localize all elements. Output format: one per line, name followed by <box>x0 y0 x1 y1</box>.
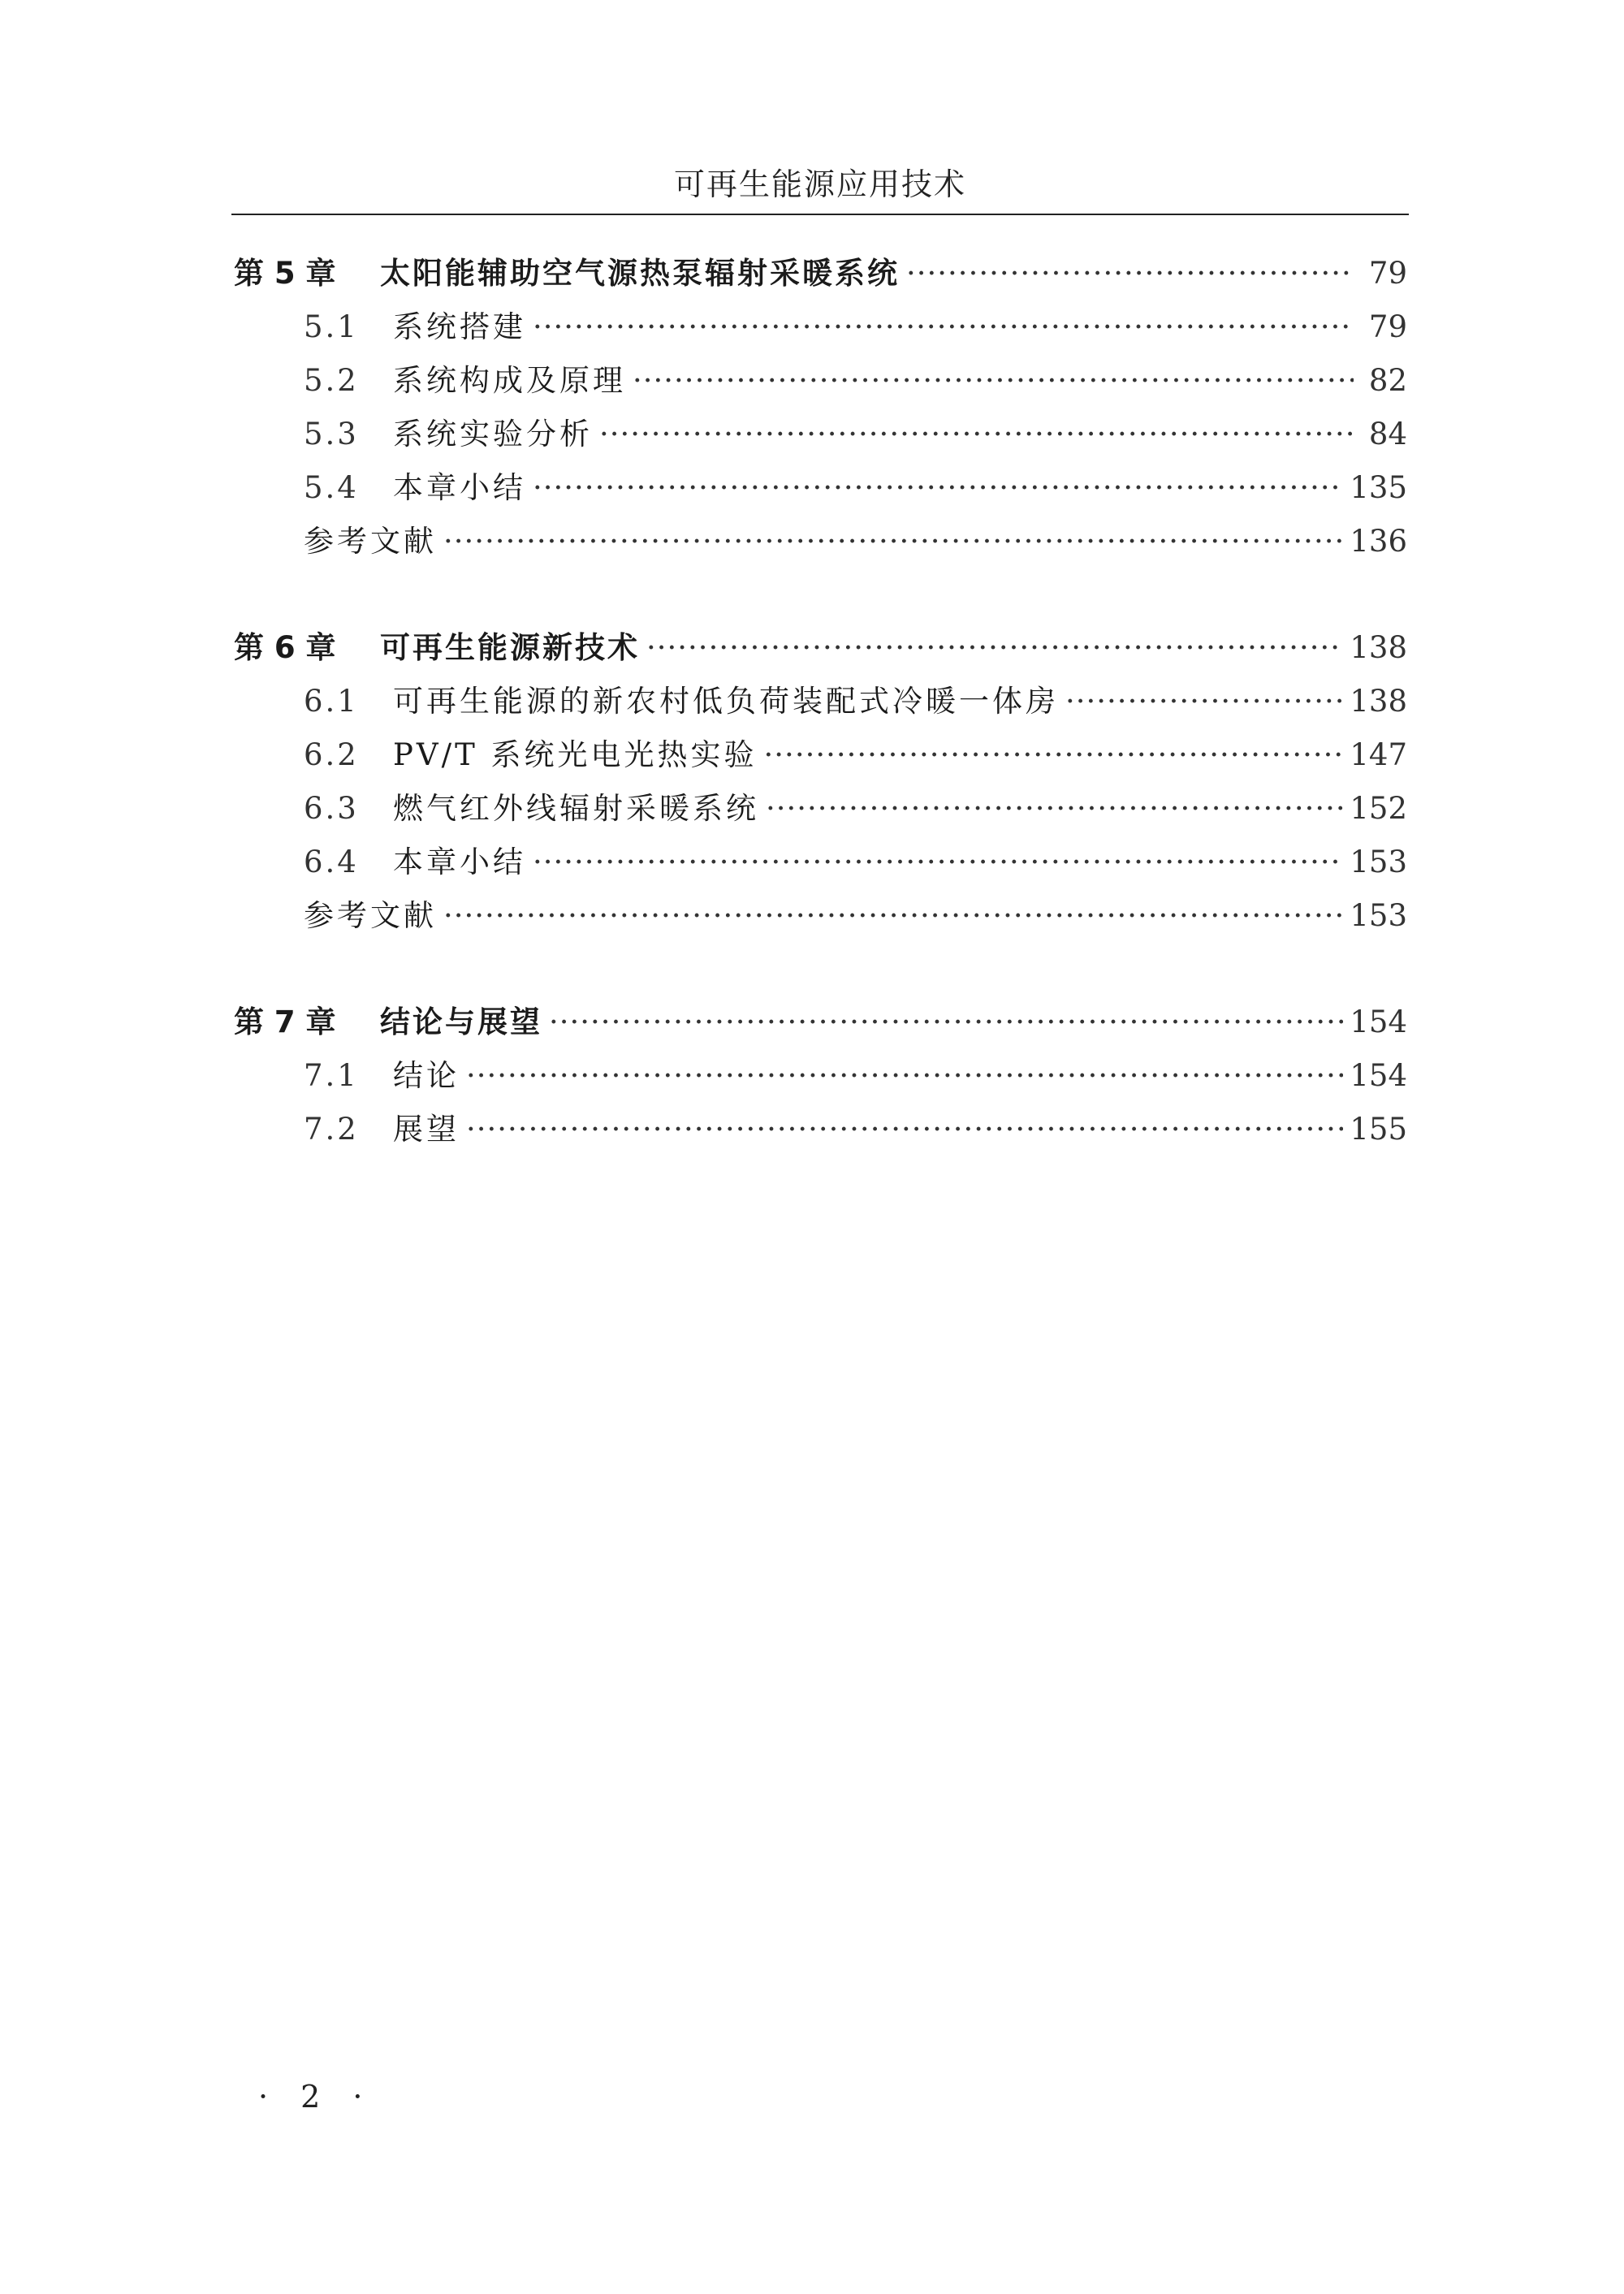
toc-entry-chapter-6[interactable] <box>234 623 1407 676</box>
section-number: 5.4 <box>304 470 359 505</box>
chapter-title: 太阳能辅助空气源热泵辐射采暖系统 <box>380 256 900 291</box>
running-head-title: 可再生能源应用技术 <box>673 166 966 202</box>
page-number: 82 <box>1368 363 1407 398</box>
section-title: 燃气红外线辐射采暖系统 <box>393 791 759 826</box>
toc-entry-section-5-1[interactable] <box>234 302 1407 356</box>
section-title: 本章小结 <box>393 470 526 505</box>
dot-leader <box>906 256 1354 291</box>
toc-entry-chapter-5[interactable] <box>234 248 1407 302</box>
section-number: 6.3 <box>304 791 359 826</box>
dot-leader <box>766 791 1343 826</box>
dot-leader <box>533 845 1343 879</box>
section-title: 展望 <box>393 1112 460 1147</box>
page-number: 79 <box>1368 256 1407 291</box>
toc-entry-section-5-4[interactable] <box>234 463 1407 516</box>
toc-entry-section-6-2[interactable] <box>234 730 1407 784</box>
section-number: 5.1 <box>304 309 359 344</box>
section-title: 系统构成及原理 <box>393 363 626 398</box>
references-title: 参考文献 <box>304 524 437 559</box>
section-number: 7.2 <box>304 1112 359 1147</box>
toc-entry-section-7-2[interactable] <box>234 1104 1407 1158</box>
toc-entry-references-6[interactable] <box>234 891 1407 944</box>
references-title: 参考文献 <box>304 898 437 933</box>
toc-entry-section-6-1[interactable] <box>234 676 1407 730</box>
section-number: 6.1 <box>304 684 359 719</box>
page-number: 154 <box>1350 1058 1407 1093</box>
table-of-contents <box>234 248 1407 1211</box>
section-title: PV/T 系统光电光热实验 <box>393 737 758 772</box>
page-number: 136 <box>1350 524 1407 559</box>
dot-leader <box>549 1004 1343 1039</box>
toc-entry-section-7-1[interactable] <box>234 1051 1407 1104</box>
chapter-number: 第 5 章 <box>234 256 336 291</box>
page-number: 154 <box>1350 1004 1407 1039</box>
chapter-block-7 <box>234 997 1407 1158</box>
page-folio: · 2 · <box>258 2079 374 2115</box>
section-title: 系统搭建 <box>393 309 526 344</box>
page-number: 153 <box>1350 845 1407 879</box>
dot-leader <box>1065 684 1343 719</box>
dot-leader <box>533 309 1354 344</box>
section-title: 可再生能源的新农村低负荷装配式冷暖一体房 <box>393 684 1059 719</box>
page-number: 84 <box>1368 417 1407 451</box>
chapter-number: 第 7 章 <box>234 1004 336 1039</box>
toc-entry-references-5[interactable] <box>234 516 1407 570</box>
chapter-title: 可再生能源新技术 <box>380 630 640 665</box>
page-number: 138 <box>1350 684 1407 719</box>
toc-entry-section-6-4[interactable] <box>234 837 1407 891</box>
header-rule <box>231 214 1409 215</box>
chapter-number: 第 6 章 <box>234 630 336 665</box>
dot-leader <box>633 363 1354 398</box>
page-number: 153 <box>1350 898 1407 933</box>
section-number: 6.4 <box>304 845 359 879</box>
page-number: 135 <box>1350 470 1407 505</box>
page-number: 147 <box>1350 737 1407 772</box>
section-title: 系统实验分析 <box>393 417 593 451</box>
dot-leader <box>443 898 1343 933</box>
dot-leader <box>646 630 1343 665</box>
toc-entry-section-6-3[interactable] <box>234 784 1407 837</box>
toc-entry-section-5-2[interactable] <box>234 356 1407 409</box>
section-number: 7.1 <box>304 1058 359 1093</box>
section-number: 6.2 <box>304 737 359 772</box>
section-title: 结论 <box>393 1058 460 1093</box>
page-number: 155 <box>1350 1112 1407 1147</box>
page-number: 138 <box>1350 630 1407 665</box>
dot-leader <box>764 737 1344 772</box>
dot-leader <box>443 524 1343 559</box>
dot-leader <box>466 1058 1343 1093</box>
toc-entry-chapter-7[interactable] <box>234 997 1407 1051</box>
chapter-title: 结论与展望 <box>380 1004 542 1039</box>
section-title: 本章小结 <box>393 845 526 879</box>
section-number: 5.2 <box>304 363 359 398</box>
section-number: 5.3 <box>304 417 359 451</box>
page-number: 152 <box>1350 791 1407 826</box>
dot-leader <box>533 470 1343 505</box>
dot-leader <box>466 1112 1343 1147</box>
dot-leader <box>599 417 1354 451</box>
page-number: 79 <box>1368 309 1407 344</box>
chapter-block-5 <box>234 248 1407 570</box>
chapter-block-6 <box>234 623 1407 944</box>
toc-entry-section-5-3[interactable] <box>234 409 1407 463</box>
